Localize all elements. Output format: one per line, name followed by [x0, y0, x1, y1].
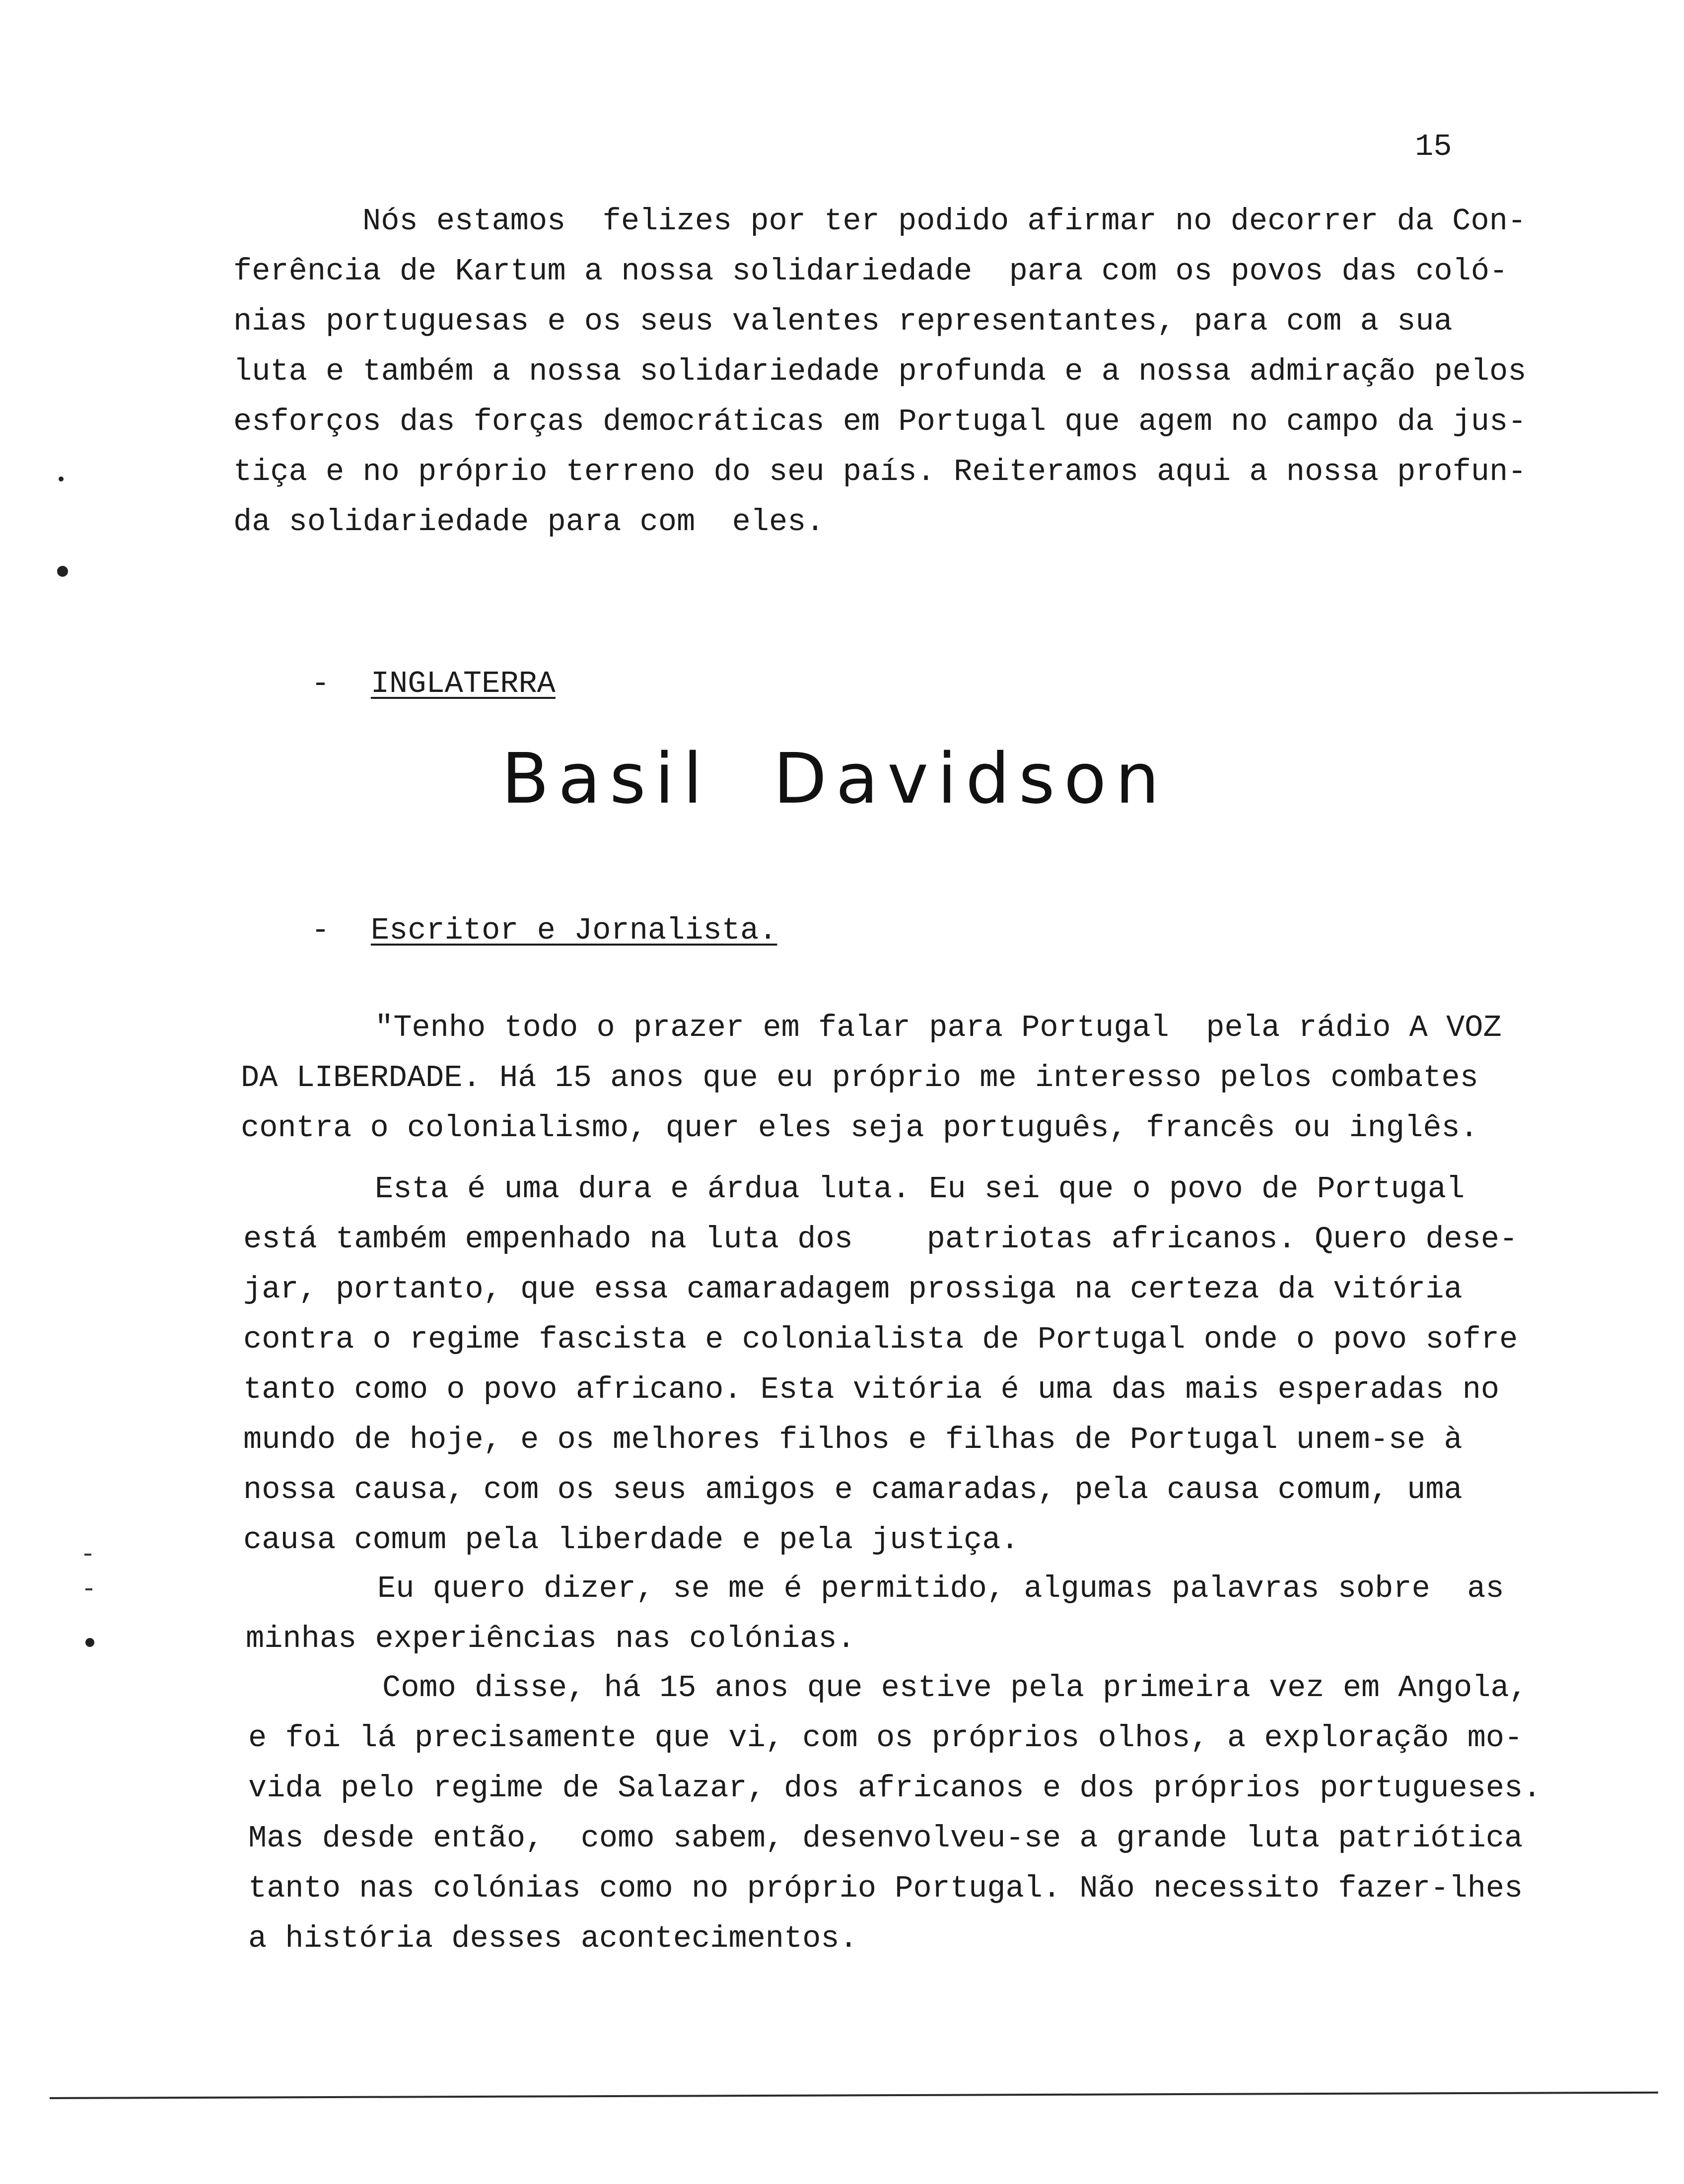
text-line: mundo de hoje, e os melhores filhos e filhas de Portugal unem-se à	[243, 1422, 1463, 1457]
text-line: minhas experiências nas colónias.	[246, 1621, 855, 1656]
margin-mark	[84, 1554, 91, 1556]
text-line: Mas desde então, como sabem, desenvolveu-se a grande luta patriótica	[248, 1821, 1523, 1856]
paragraph-struggle	[243, 1164, 1518, 1565]
text-line: vida pelo regime de Salazar, dos africanos e dos próprios portugueses.	[248, 1771, 1542, 1806]
speaker-name: Basil Davidson	[501, 739, 1169, 819]
country-heading	[237, 638, 556, 730]
text-line: tanto nas colónias como no próprio Portugal. Não necessito fazer-lhes	[248, 1871, 1523, 1906]
paragraph-intro	[241, 1003, 1502, 1153]
text-line: luta e também a nossa solidariedade profunda e a nossa admiração pelos	[233, 354, 1527, 389]
text-line: está também empenhado na luta dos patriotas africanos. Quero dese-	[243, 1222, 1518, 1257]
text-line: da solidariedade para com eles.	[233, 504, 825, 540]
paragraph-experiences	[246, 1564, 1504, 1664]
paragraph-solidarity	[233, 196, 1589, 547]
page-number: 15	[1415, 129, 1452, 164]
text-line: tanto como o povo africano. Esta vitória é uma das mais esperadas no	[243, 1372, 1500, 1407]
text-line: Eu quero dizer, se me é permitido, algumas palavras sobre as	[377, 1571, 1504, 1606]
margin-mark	[57, 566, 68, 577]
text-line: ferência de Kartum a nossa solidariedade para com os povos das coló-	[233, 254, 1508, 289]
text-line: tiça e no próprio terreno do seu país. Reiteramos aqui a nossa profun-	[233, 454, 1527, 489]
margin-mark	[59, 477, 64, 481]
text-line: a história desses acontecimentos.	[248, 1921, 858, 1956]
bottom-rule	[50, 2092, 1658, 2099]
role-label: Escritor e Jornalista.	[370, 913, 777, 948]
role-heading	[237, 885, 777, 977]
text-line: Nós estamos felizes por ter podido afirmar no decorrer da Con-	[362, 204, 1526, 239]
text-line: jar, portanto, que essa camaradagem prossiga na certeza da vitória	[243, 1272, 1463, 1307]
text-line: causa comum pela liberdade e pela justiça.	[243, 1522, 1019, 1558]
country-label: INGLATERRA	[370, 666, 556, 701]
text-line: "Tenho todo o prazer em falar para Portugal pela rádio A VOZ	[375, 1010, 1502, 1045]
text-line: contra o colonialismo, quer eles seja português, francês ou inglês.	[241, 1110, 1478, 1146]
text-line: nossa causa, com os seus amigos e camaradas, pela causa comum, uma	[243, 1472, 1463, 1507]
text-line: Como disse, há 15 anos que estive pela primeira vez em Angola,	[382, 1670, 1528, 1706]
text-line: DA LIBERDADE. Há 15 anos que eu próprio me interesso pelos combates	[241, 1060, 1478, 1095]
text-line: esforços das forças democráticas em Portugal que agem no campo da jus-	[233, 404, 1527, 439]
text-line: contra o regime fascista e colonialista de Portugal onde o povo sofre	[243, 1322, 1518, 1357]
margin-mark	[85, 1588, 92, 1590]
text-line: e foi lá precisamente que vi, com os próprios olhos, a exploração mo-	[248, 1720, 1523, 1756]
paragraph-angola	[248, 1663, 1541, 1964]
text-line: Esta é uma dura e árdua luta. Eu sei que o povo de Portugal	[375, 1171, 1465, 1207]
heading-dash: -	[311, 666, 330, 701]
heading-dash: -	[311, 913, 330, 948]
text-line: nias portuguesas e os seus valentes representantes, para com a sua	[233, 304, 1453, 339]
margin-mark	[85, 1638, 94, 1647]
